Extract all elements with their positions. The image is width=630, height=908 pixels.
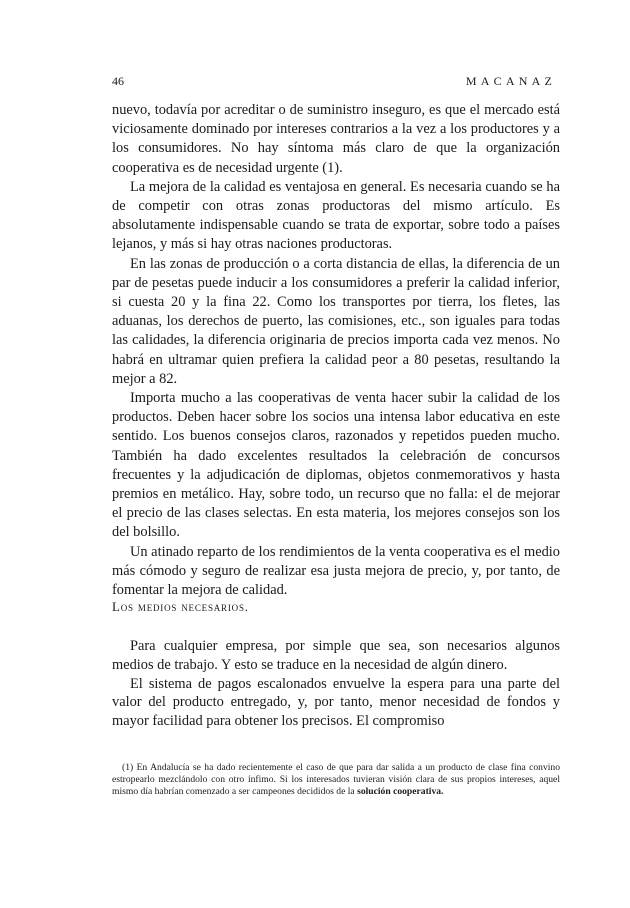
section-heading: Los medios necesarios. <box>112 599 249 614</box>
section-paragraph-1: Para cualquier empresa, por simple que sea, son necesarios algunos medios de trabajo. Y esto se traduce en la necesidad de algún dinero. <box>112 638 560 673</box>
paragraph-1: nuevo, todavía por acreditar o de suministro inseguro, es que el mercado está viciosamente dominado por intereses contrarios a la vez a los productores y a los consumidores. No hay síntoma más claro de que la organización cooperativa es de necesidad urgente (1). <box>112 102 560 176</box>
footnote-paragraph <box>112 762 560 797</box>
paragraph-4: Importa mucho a las cooperativas de venta hacer subir la calidad de los productos. Deben hacer sobre los socios una intensa labor educativa en este sentido. Los buenos consejos claros, razonados y repetidos pueden mucho. También ha dado excelentes resultados la celebración de concursos frecuentes y la adjudicación de diplomas, objetos conmemorativos y hasta premios en metálico. Hay, sobre todo, un recurso que no falla: el de mejorar el precio de las clases selectas. En esta materia, los mejores consejos son los del bolsillo. <box>112 390 560 541</box>
main-text <box>112 101 560 600</box>
page-number: 46 <box>112 74 124 88</box>
section-text <box>112 637 560 731</box>
footnote <box>112 762 560 797</box>
page-header <box>112 74 556 92</box>
paragraph-3: En las zonas de producción o a corta distancia de ellas, la diferencia de un par de pesetas puede inducir a los consumidores a preferir la calidad inferior, si cuesta 20 y la fina 22. Como los transportes por tierra, los fletes, las aduanas, los derechos de puerto, las comisiones, etc., son iguales para todas las calidades, la diferencia originaria de precios importa cada vez menos. No habrá en ultramar quien prefiera la calidad peor a 80 pesetas, resultando la mejor a 82. <box>112 255 560 387</box>
footnote-text: (1) En Andalucía se ha dado recientemente el caso de que para dar salida a un producto de clase fina convino estropearlo mezclándolo con otro ínfimo. Si los interesados tuvieran visión clara de sus propios intereses, aquel mismo día habrían comenzado a ser campeones decididos de la <box>112 762 560 797</box>
paragraph-5: Un atinado reparto de los rendimientos de la venta cooperativa es el medio más cómodo y seguro de realizar esa justa mejora de precio, y, por tanto, de fomentar la mejora de calidad. <box>112 543 560 599</box>
running-head: MACANAZ <box>465 74 556 88</box>
footnote-emphasis: solución cooperativa. <box>357 785 444 797</box>
section-paragraph-2: El sistema de pagos escalonados envuelve la espera para una parte del valor del producto entregado, y, por tanto, menor necesidad de fondos y mayor facilidad para obtener los precisos. El compromiso <box>112 675 560 730</box>
paragraph-2: La mejora de la calidad es ventajosa en general. Es necesaria cuando se ha de competir con otras zonas productoras del mismo artículo. Es absolutamente indispensable cuando se trata de exportar, sobre todo a países lejanos, y más si hay otras naciones productoras. <box>112 178 560 253</box>
